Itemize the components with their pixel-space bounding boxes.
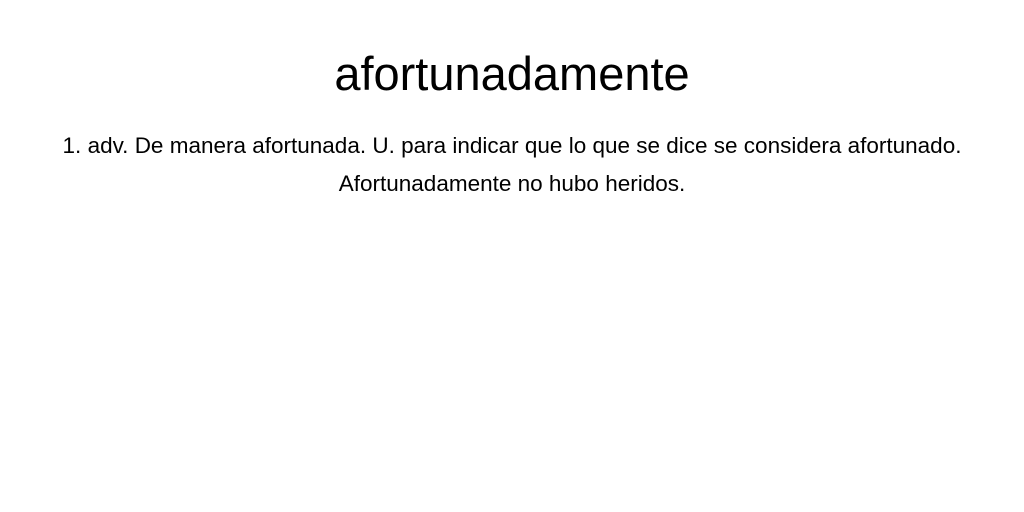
sense-number: 1.: [62, 133, 82, 158]
grammar-label: adv.: [87, 133, 129, 158]
headword: afortunadamente: [334, 47, 690, 100]
definition-block: [62, 127, 962, 203]
example-sentence: Afortunadamente no hubo heridos.: [338, 171, 686, 196]
definition-text: De manera afortunada. U. para indicar que lo que se dice se considera afortunado.: [134, 133, 962, 158]
